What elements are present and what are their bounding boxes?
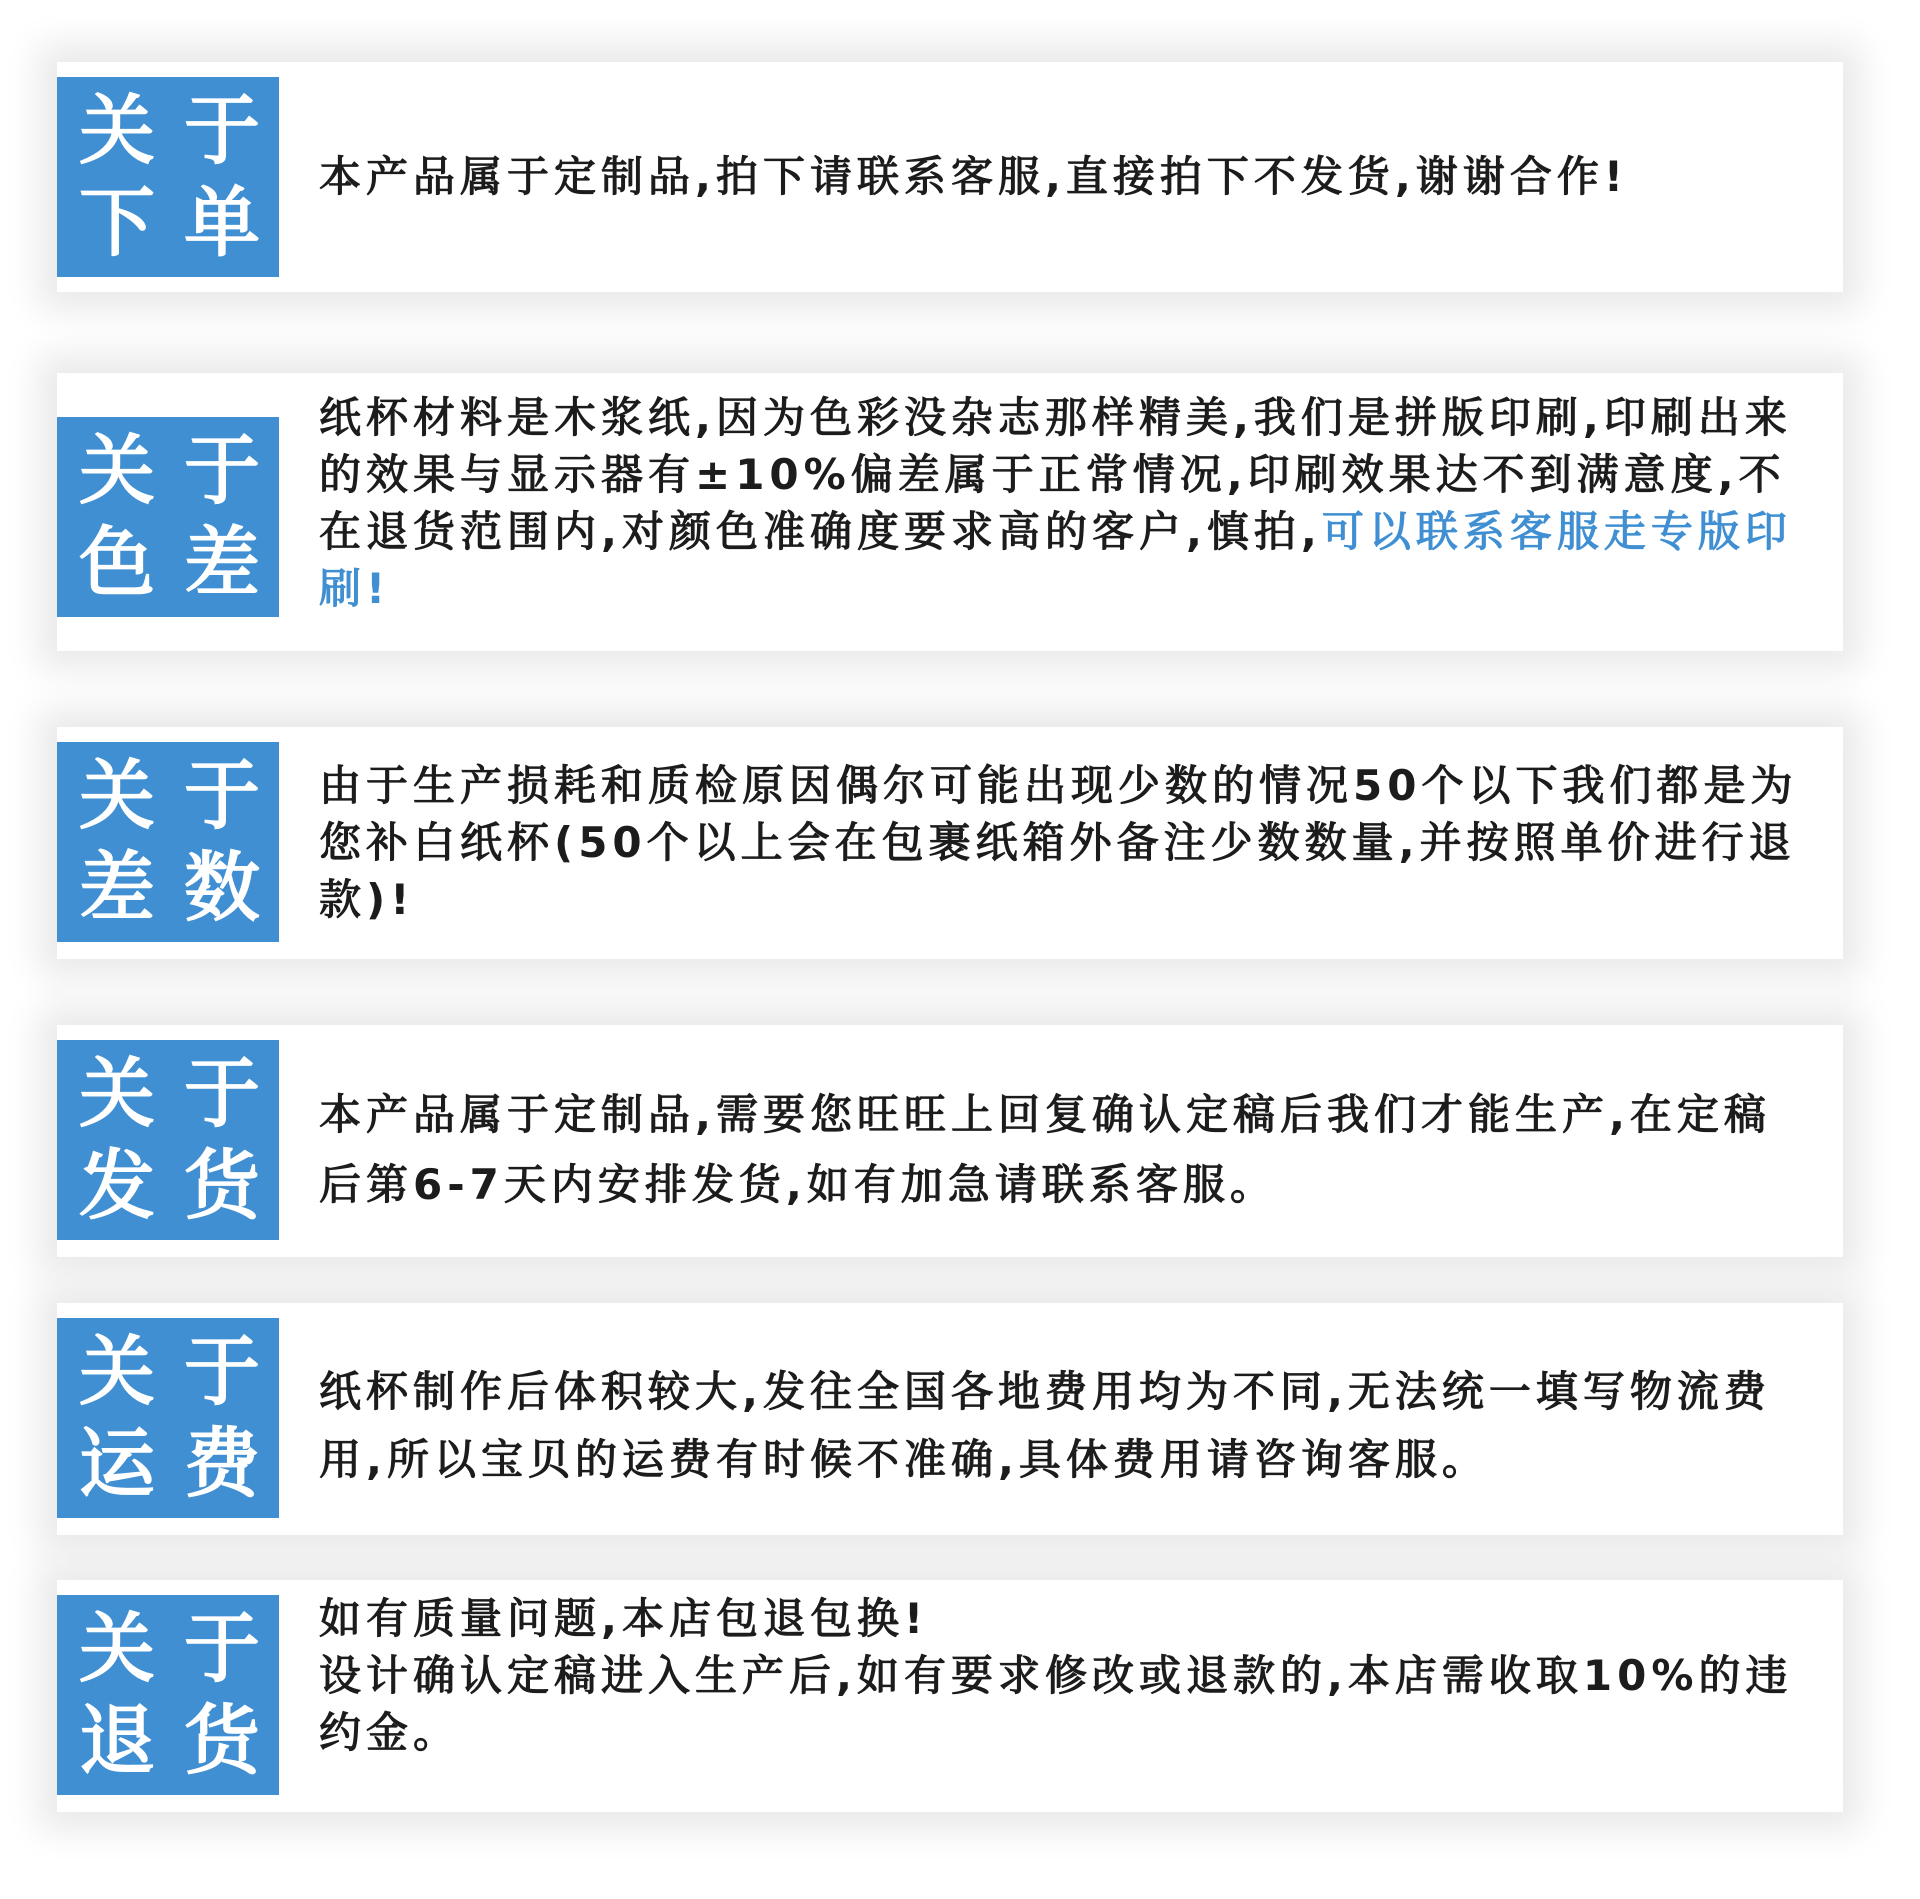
label-char: 于 [184,1327,260,1416]
label-char: 差 [184,518,260,607]
section-text [319,1358,1803,1494]
section-paragraph: 由于生产损耗和质检原因偶尔可能出现少数的情况50个以下我们都是为您补白纸杯(50个以上会在包裹纸箱外备注少数数量,并按照单价进行退款)! [319,761,1798,924]
highlight-text: 可以联系客服走专版印刷! [319,507,1792,613]
section-label-badge [57,1318,279,1518]
section-paragraph: 本产品属于定制品,需要您旺旺上回复确认定稿后我们才能生产,在定稿后第6-7天内安排发货,如有加急请联系客服。 [319,1090,1771,1209]
label-char: 关 [79,751,155,840]
section-text [319,1080,1803,1220]
section-label-badge [57,1595,279,1795]
label-char: 关 [79,1604,155,1693]
section-text [319,148,1803,205]
label-char: 数 [184,843,260,932]
label-char: 关 [79,1049,155,1138]
label-char: 关 [79,426,155,515]
section-paragraph: 如有质量问题,本店包退包换! [319,1594,929,1643]
label-char: 下 [79,178,155,267]
section-color-difference [57,373,1843,651]
section-label-badge [57,742,279,942]
section-returns [57,1580,1843,1812]
label-char: 关 [79,86,155,175]
label-char: 于 [184,426,260,515]
label-char: 关 [79,1327,155,1416]
section-text [319,1590,1803,1761]
section-paragraph: 本产品属于定制品,拍下请联系客服,直接拍下不发货,谢谢合作! [319,152,1629,201]
section-order [57,62,1843,292]
label-char: 于 [184,1604,260,1693]
label-char: 于 [184,86,260,175]
label-char: 退 [79,1696,155,1785]
section-paragraph [319,389,1803,617]
section-shipping-fee [57,1303,1843,1535]
label-char: 货 [184,1141,260,1230]
label-char: 单 [184,178,260,267]
label-char: 于 [184,751,260,840]
body-text: 纸杯材料是木浆纸,因为色彩没杂志那样精美,我们是拼版印刷,印刷出来的效果与显示器有±10%偏差属于正常情况,印刷效果达不到满意度,不在退货范围内,对颜色准确度要求高的客户,慎拍, [319,393,1792,556]
label-char: 于 [184,1049,260,1138]
section-label-badge [57,77,279,277]
section-text [319,757,1803,928]
section-shipping [57,1025,1843,1257]
label-char: 货 [184,1696,260,1785]
label-char: 运 [79,1419,155,1508]
section-label-badge [57,417,279,617]
label-char: 费 [184,1419,260,1508]
section-quantity-difference [57,727,1843,959]
section-text [319,389,1803,617]
label-char: 色 [79,518,155,607]
label-char: 发 [79,1141,155,1230]
section-paragraph: 设计确认定稿进入生产后,如有要求修改或退款的,本店需收取10%的违约金。 [319,1651,1793,1757]
section-label-badge [57,1040,279,1240]
label-char: 差 [79,843,155,932]
section-paragraph: 纸杯制作后体积较大,发往全国各地费用均为不同,无法统一填写物流费用,所以宝贝的运费有时候不准确,具体费用请咨询客服。 [319,1367,1771,1484]
